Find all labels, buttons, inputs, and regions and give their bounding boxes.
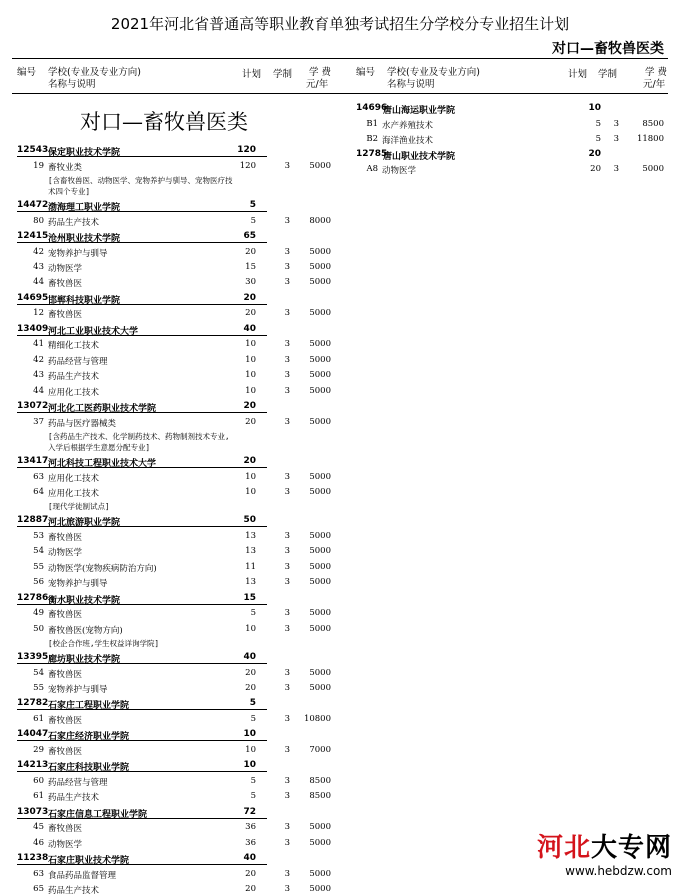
school-name: 沧州职业技术学院 xyxy=(48,234,121,244)
major-plan: 20 xyxy=(590,164,601,174)
major-plan: 10 xyxy=(245,471,256,482)
major-years: 3 xyxy=(284,339,290,350)
major-name: 动物医学 xyxy=(382,166,417,176)
school-underline xyxy=(17,604,267,605)
major-years: 3 xyxy=(284,714,290,724)
school-name: 石家庄工程职业学院 xyxy=(48,701,130,712)
school-underline xyxy=(17,663,267,664)
major-fee: 5000 xyxy=(642,164,664,174)
major-code: 54 xyxy=(33,667,44,678)
major-fee: 7000 xyxy=(309,745,331,755)
major-plan: 15 xyxy=(245,262,256,272)
major-code: 44 xyxy=(33,277,44,288)
major-code: 43 xyxy=(33,262,44,272)
school-plan: 40 xyxy=(243,323,256,334)
major-fee: 5000 xyxy=(309,339,331,350)
major-code: 61 xyxy=(33,791,44,802)
major-name: 海洋渔业技术 xyxy=(382,135,434,146)
major-plan: 10 xyxy=(245,370,256,381)
major-name: 水产养殖技术 xyxy=(382,120,434,131)
major-fee: 5000 xyxy=(309,546,331,557)
major-fee: 5000 xyxy=(309,884,331,895)
header-school-sub-right: 名称与说明 xyxy=(387,79,435,90)
major-code: 44 xyxy=(33,385,44,396)
school-name: 河北科技工程职业技术大学 xyxy=(48,459,157,469)
major-code: 49 xyxy=(33,608,44,619)
header-school-right: 学校(专业及专业方向) xyxy=(387,67,480,78)
school-name: 唐山职业技术学院 xyxy=(383,151,456,162)
major-name: 食品药品监督管理 xyxy=(48,870,117,881)
school-plan: 65 xyxy=(243,231,256,241)
school-plan: 15 xyxy=(243,592,256,603)
major-code: 37 xyxy=(33,416,44,427)
major-plan: 5 xyxy=(250,215,256,226)
header-fee-right: 学 费 xyxy=(645,67,668,78)
major-name: 畜牧兽医 xyxy=(48,610,83,621)
header-years-right: 学制 xyxy=(598,69,618,80)
watermark-logo: 河北大专网 xyxy=(536,833,672,863)
major-years: 3 xyxy=(284,308,290,319)
major-code: 50 xyxy=(33,623,44,634)
school-plan: 40 xyxy=(243,853,256,864)
school-code: 14213 xyxy=(17,760,49,771)
major-code: 60 xyxy=(33,776,44,786)
school-plan: 20 xyxy=(243,401,256,411)
school-plan: 20 xyxy=(243,292,256,303)
major-code: 29 xyxy=(33,745,44,755)
major-name: 畜牧兽医 xyxy=(48,279,83,290)
major-years: 3 xyxy=(284,623,290,634)
header-plan-right: 计划 xyxy=(568,69,588,80)
major-code: 64 xyxy=(33,487,44,497)
school-plan: 10 xyxy=(588,103,601,113)
major-years: 3 xyxy=(284,215,290,226)
major-code: 53 xyxy=(33,531,44,541)
major-code: 61 xyxy=(33,714,44,724)
header-fee: 学 费 xyxy=(309,67,332,78)
major-plan: 10 xyxy=(245,745,256,755)
major-code: 46 xyxy=(33,837,44,848)
major-note: [含畜牧兽医、动物医学、宠物养护与驯导、宠物医疗技术四个专业] xyxy=(48,176,233,196)
major-fee: 5000 xyxy=(309,370,331,381)
major-code: 55 xyxy=(33,561,44,572)
school-plan: 20 xyxy=(588,148,601,159)
major-plan: 13 xyxy=(245,531,256,541)
major-plan: 20 xyxy=(245,868,256,879)
school-name: 石家庄科技职业学院 xyxy=(48,763,130,774)
category-banner: 对口—畜牧兽医类 xyxy=(80,110,248,134)
school-name: 河北工业职业技术大学 xyxy=(48,326,139,337)
major-years: 3 xyxy=(284,837,290,848)
school-plan: 5 xyxy=(249,200,256,210)
major-years: 3 xyxy=(284,416,290,427)
major-plan: 10 xyxy=(245,339,256,350)
header-rule xyxy=(12,93,668,94)
major-name: 药品生产技术 xyxy=(48,793,100,804)
school-code: 13417 xyxy=(17,456,49,466)
header-years: 学制 xyxy=(273,69,293,80)
major-plan: 120 xyxy=(239,160,256,171)
major-name: 动物医学 xyxy=(48,548,83,559)
school-name: 河北化工医药职业技术学院 xyxy=(48,404,157,414)
major-code: 80 xyxy=(33,215,44,226)
major-name: 精细化工技术 xyxy=(48,341,100,352)
school-underline xyxy=(17,412,267,413)
major-plan: 5 xyxy=(250,608,256,619)
school-plan: 5 xyxy=(249,698,256,709)
major-fee: 10800 xyxy=(303,714,331,724)
major-fee: 5000 xyxy=(309,308,331,319)
school-name: 河北旅游职业学院 xyxy=(48,518,121,529)
major-years: 3 xyxy=(284,370,290,381)
major-fee: 5000 xyxy=(309,471,331,482)
header-code-right: 编号 xyxy=(356,67,376,78)
major-code: 42 xyxy=(33,354,44,365)
major-years: 3 xyxy=(284,884,290,895)
major-fee: 5000 xyxy=(309,667,331,678)
major-code: 55 xyxy=(33,683,44,693)
major-plan: 10 xyxy=(245,354,256,365)
major-plan: 20 xyxy=(245,308,256,319)
major-code: 41 xyxy=(33,339,44,350)
major-fee: 5000 xyxy=(309,623,331,634)
school-plan: 10 xyxy=(243,760,256,771)
header-school-sub: 名称与说明 xyxy=(48,79,96,90)
major-note: [校企合作班,学生权益详询学院] xyxy=(48,639,160,648)
major-years: 3 xyxy=(284,683,290,693)
school-code: 12415 xyxy=(17,231,49,241)
major-name: 药品经营与管理 xyxy=(48,356,108,367)
major-years: 3 xyxy=(284,822,290,833)
school-code: 11238 xyxy=(17,853,49,864)
major-plan: 10 xyxy=(245,487,256,497)
major-fee: 5000 xyxy=(309,487,331,497)
header-fee-unit: 元/年 xyxy=(306,79,329,90)
major-code: B2 xyxy=(366,133,378,144)
school-code: 14695 xyxy=(17,292,49,303)
major-name: 动物医学 xyxy=(48,264,83,274)
major-fee: 5000 xyxy=(309,608,331,619)
major-code: 54 xyxy=(33,546,44,557)
major-years: 3 xyxy=(613,164,619,174)
major-years: 3 xyxy=(284,487,290,497)
major-name: 畜牧兽医 xyxy=(48,533,83,543)
major-fee: 5000 xyxy=(309,683,331,693)
major-fee: 5000 xyxy=(309,246,331,257)
school-name: 衡水职业技术学院 xyxy=(48,595,121,606)
school-code: 13072 xyxy=(17,401,49,411)
major-code: 19 xyxy=(33,160,44,171)
major-plan: 5 xyxy=(250,776,256,786)
major-code: A8 xyxy=(366,164,378,174)
category-heading: 对口—畜牧兽医类 xyxy=(552,41,664,57)
major-fee: 8500 xyxy=(309,776,331,786)
major-name: 畜牧兽医 xyxy=(48,824,83,835)
header-plan: 计划 xyxy=(242,69,262,80)
major-plan: 20 xyxy=(245,884,256,895)
school-underline xyxy=(17,740,267,741)
major-code: 12 xyxy=(33,308,44,319)
school-underline xyxy=(17,304,267,305)
major-fee: 5000 xyxy=(309,561,331,572)
school-code: 14696 xyxy=(356,103,388,113)
major-name: 动物医学(宠物疾病防治方向) xyxy=(48,563,157,574)
major-years: 3 xyxy=(613,133,619,144)
major-name: 药品生产技术 xyxy=(48,886,100,896)
major-years: 3 xyxy=(284,791,290,802)
document-title: 2021年河北省普通高等职业教育单独考试招生分学校分专业招生计划 xyxy=(110,15,570,33)
major-plan: 30 xyxy=(245,277,256,288)
major-plan: 13 xyxy=(245,577,256,588)
major-years: 3 xyxy=(284,745,290,755)
major-fee: 11800 xyxy=(636,133,664,144)
major-plan: 36 xyxy=(245,837,256,848)
major-name: 应用化工技术 xyxy=(48,387,100,398)
school-code: 13073 xyxy=(17,806,49,817)
major-name: 应用化工技术 xyxy=(48,473,100,484)
major-plan: 5 xyxy=(595,133,601,144)
major-name: 药品生产技术 xyxy=(48,217,100,228)
major-name: 畜牧兽医(宠物方向) xyxy=(48,625,123,636)
major-code: 56 xyxy=(33,577,44,588)
watermark-url: www.hebdzw.com xyxy=(565,864,672,878)
major-plan: 10 xyxy=(245,385,256,396)
school-code: 12786 xyxy=(17,592,49,603)
major-years: 3 xyxy=(284,546,290,557)
major-years: 3 xyxy=(284,160,290,171)
school-plan: 50 xyxy=(243,515,256,526)
school-underline xyxy=(17,709,267,710)
school-plan: 120 xyxy=(237,145,256,155)
major-plan: 10 xyxy=(245,623,256,634)
major-name: 宠物养护与驯导 xyxy=(48,248,108,259)
major-years: 3 xyxy=(284,577,290,588)
major-name: 畜牧兽医 xyxy=(48,310,83,321)
major-fee: 5000 xyxy=(309,262,331,272)
major-fee: 8500 xyxy=(309,791,331,802)
major-code: 65 xyxy=(33,884,44,895)
major-years: 3 xyxy=(284,277,290,288)
major-note: [含药品生产技术、化学制药技术、药物制剂技术专业,入学后根据学生意愿分配专业] xyxy=(48,432,230,452)
major-plan: 13 xyxy=(245,546,256,557)
major-code: 45 xyxy=(33,822,44,833)
major-fee: 8500 xyxy=(642,118,664,129)
major-years: 3 xyxy=(284,246,290,257)
major-years: 3 xyxy=(284,868,290,879)
header-fee-unit-right: 元/年 xyxy=(643,79,666,90)
school-name: 邯郸科技职业学院 xyxy=(48,295,121,306)
school-underline xyxy=(17,771,267,772)
school-name: 廊坊职业技术学院 xyxy=(48,655,121,665)
major-plan: 5 xyxy=(250,791,256,802)
school-name: 渤海理工职业学院 xyxy=(48,203,121,213)
major-name: 应用化工技术 xyxy=(48,489,100,499)
major-fee: 5000 xyxy=(309,837,331,848)
school-name: 石家庄经济职业学院 xyxy=(48,732,130,743)
major-years: 3 xyxy=(284,531,290,541)
major-years: 3 xyxy=(284,354,290,365)
major-name: 畜牧兽医 xyxy=(48,747,83,757)
major-name: 畜牧业类 xyxy=(48,162,83,173)
school-code: 12543 xyxy=(17,145,49,155)
school-name: 石家庄职业技术学院 xyxy=(48,856,130,867)
major-code: 42 xyxy=(33,246,44,257)
major-years: 3 xyxy=(284,385,290,396)
major-years: 3 xyxy=(284,262,290,272)
major-plan: 20 xyxy=(245,667,256,678)
major-years: 3 xyxy=(284,776,290,786)
school-plan: 20 xyxy=(243,456,256,466)
major-fee: 5000 xyxy=(309,577,331,588)
school-underline xyxy=(17,156,267,157)
major-years: 3 xyxy=(284,471,290,482)
major-name: 畜牧兽医 xyxy=(48,669,83,680)
major-name: 药品经营与管理 xyxy=(48,778,108,788)
header-code: 编号 xyxy=(17,67,37,78)
major-years: 3 xyxy=(284,608,290,619)
watermark xyxy=(537,827,672,878)
school-underline xyxy=(17,526,267,527)
major-years: 3 xyxy=(284,561,290,572)
school-name: 唐山海运职业学院 xyxy=(383,106,456,116)
school-underline xyxy=(17,864,267,865)
school-code: 13395 xyxy=(17,652,49,662)
school-underline xyxy=(17,242,267,243)
major-plan: 36 xyxy=(245,822,256,833)
top-rule xyxy=(12,58,668,59)
major-fee: 5000 xyxy=(309,160,331,171)
school-underline xyxy=(17,818,267,819)
major-name: 动物医学 xyxy=(48,839,83,850)
major-note: [现代学徒制试点] xyxy=(48,502,110,512)
major-fee: 5000 xyxy=(309,277,331,288)
major-fee: 5000 xyxy=(309,385,331,396)
school-plan: 10 xyxy=(243,729,256,740)
major-code: B1 xyxy=(366,118,378,129)
major-fee: 5000 xyxy=(309,822,331,833)
major-fee: 5000 xyxy=(309,354,331,365)
major-fee: 8000 xyxy=(309,215,331,226)
major-years: 3 xyxy=(284,667,290,678)
major-name: 畜牧兽医 xyxy=(48,716,83,726)
major-fee: 5000 xyxy=(309,416,331,427)
school-underline xyxy=(17,335,267,336)
major-code: 63 xyxy=(33,471,44,482)
major-fee: 5000 xyxy=(309,531,331,541)
major-name: 药品生产技术 xyxy=(48,372,100,383)
major-plan: 5 xyxy=(595,118,601,129)
school-code: 13409 xyxy=(17,323,49,334)
major-plan: 5 xyxy=(250,714,256,724)
school-plan: 72 xyxy=(243,806,256,817)
major-name: 宠物养护与驯导 xyxy=(48,685,108,695)
school-code: 14047 xyxy=(17,729,49,740)
major-plan: 20 xyxy=(245,416,256,427)
school-underline xyxy=(17,467,267,468)
school-underline xyxy=(17,211,267,212)
school-code: 14472 xyxy=(17,200,49,210)
school-name: 保定职业技术学院 xyxy=(48,148,121,158)
major-name: 宠物养护与驯导 xyxy=(48,579,108,590)
header-school: 学校(专业及专业方向) xyxy=(48,67,141,78)
major-plan: 20 xyxy=(245,683,256,693)
major-fee: 5000 xyxy=(309,868,331,879)
major-years: 3 xyxy=(613,118,619,129)
school-code: 12785 xyxy=(356,148,388,159)
school-plan: 40 xyxy=(243,652,256,662)
school-name: 石家庄信息工程职业学院 xyxy=(48,809,148,820)
major-plan: 11 xyxy=(245,561,256,572)
major-name: 药品与医疗器械类 xyxy=(48,418,117,429)
school-code: 12887 xyxy=(17,515,49,526)
school-code: 12782 xyxy=(17,698,49,709)
major-code: 43 xyxy=(33,370,44,381)
major-code: 63 xyxy=(33,868,44,879)
major-plan: 20 xyxy=(245,246,256,257)
